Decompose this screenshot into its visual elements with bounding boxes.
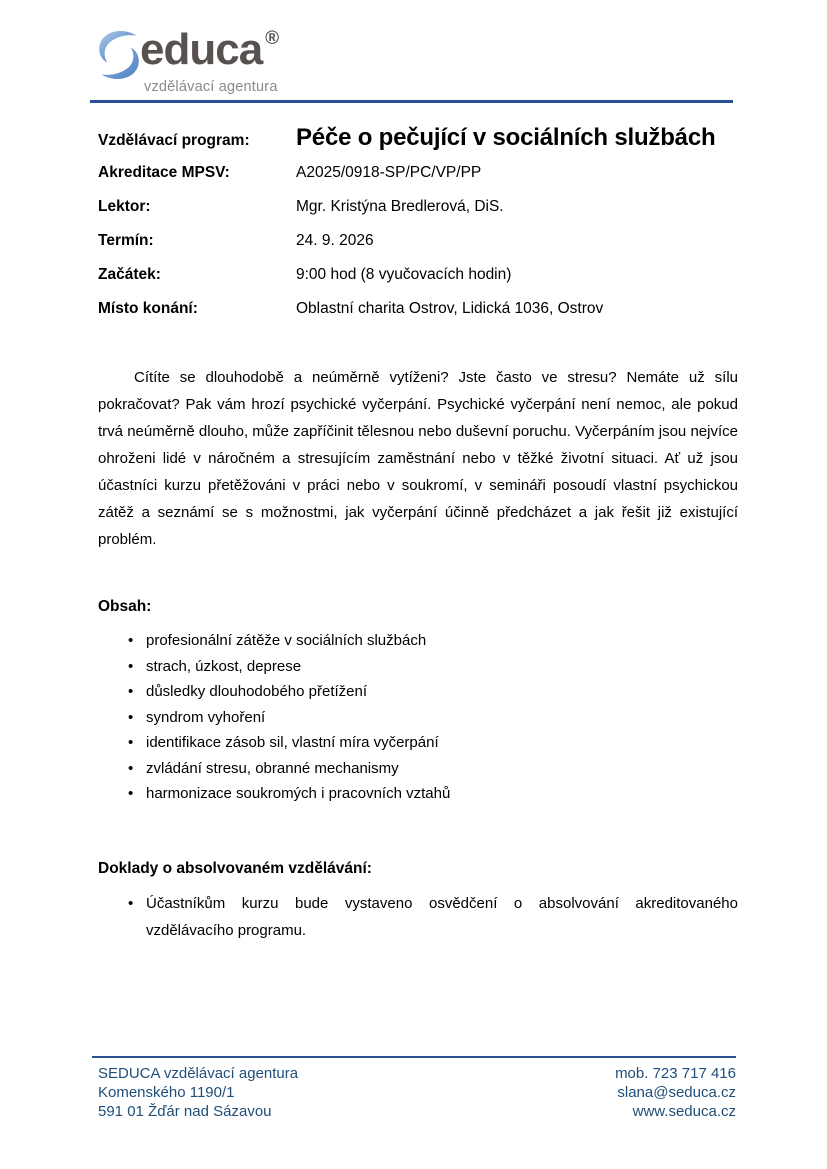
intro-paragraph: Cítíte se dlouhodobě a neúměrně vytíženi? Jste často ve stresu? Nemáte už sílu pokračovat? Pak vám hrozí psychické vyčerpání. Psychické vyčerpání není nemoc, ale pokud trvá neúměrně dlouho, může zapříčinit tělesnou nebo duševní poruchu. Vyčerpáním jsou nejvíce ohroženi lidé v náročném a stresujícím zaměstnání nebo v těžké životní situaci. Ať už jsou účastníci kurzu přetěžováni v práci nebo v soukromí, v semináři posoudí vlastní psychickou zátěž a seznámí se s možnostmi, jak vyčerpání účinně předcházet a jak řešit již existující problém. [98, 369, 738, 548]
page-title: Péče o pečující v sociálních službách [296, 124, 716, 151]
footer-street: Komenského 1190/1 [98, 1084, 235, 1101]
detail-value: 24. 9. 2026 [296, 232, 374, 249]
footer-city: 591 01 Žďár nad Sázavou [98, 1103, 272, 1120]
program-details [98, 123, 738, 318]
detail-value: Oblastní charita Ostrov, Lidická 1036, Ostrov [296, 300, 604, 317]
seduca-logo [98, 25, 738, 95]
footer-phone: mob. 723 717 416 [615, 1065, 736, 1082]
logo-wordmark-text: educa [140, 25, 263, 74]
detail-label: Akreditace MPSV: [98, 164, 230, 181]
footer-address-block [98, 1064, 298, 1121]
registered-trademark-symbol: ® [265, 28, 280, 49]
footer-email: slana@seduca.cz [617, 1084, 736, 1101]
detail-row-start-time [98, 265, 738, 284]
logo-wordmark [140, 26, 279, 83]
logo-subtitle: vzdělávací agentura [144, 79, 278, 95]
list-item: • harmonizace soukromých i pracovních vztahů [98, 781, 738, 807]
detail-value: Mgr. Kristýna Bredlerová, DiS. [296, 198, 504, 215]
content-section-heading: Obsah: [98, 598, 152, 615]
detail-value: 9:00 hod (8 vyučovacích hodin) [296, 266, 512, 283]
footer-company-name: SEDUCA vzdělávací agentura [98, 1065, 299, 1082]
footer-website: www.seduca.cz [632, 1103, 736, 1120]
logo-s-swoosh-icon [98, 29, 140, 81]
detail-value: A2025/0918-SP/PC/VP/PP [296, 164, 482, 181]
detail-label: Lektor: [98, 198, 151, 215]
detail-label: Začátek: [98, 266, 161, 283]
list-item: • identifikace zásob sil, vlastní míra vyčerpání [98, 730, 738, 756]
footer-contact-block [615, 1064, 736, 1121]
detail-row-accreditation [98, 163, 738, 182]
detail-label: Termín: [98, 232, 154, 249]
list-item: • profesionální zátěže v sociálních službách [98, 628, 738, 654]
detail-row-date [98, 231, 738, 250]
detail-label: Vzdělávací program: [98, 132, 250, 149]
certificate-bullet-list [98, 890, 738, 944]
list-item: • zvládání stresu, obranné mechanismy [98, 756, 738, 782]
list-item: • důsledky dlouhodobého přetížení [98, 679, 738, 705]
page-content [98, 25, 738, 944]
list-item: • Účastníkům kurzu bude vystaveno osvědčení o absolvování akreditovaného vzdělávacího programu. [98, 890, 738, 944]
detail-row-program [98, 123, 738, 153]
page-footer [92, 1056, 736, 1121]
detail-row-venue [98, 299, 738, 318]
list-item: • strach, úzkost, deprese [98, 654, 738, 680]
detail-row-lecturer [98, 197, 738, 216]
detail-label: Místo konání: [98, 300, 198, 317]
header-divider [90, 100, 733, 103]
content-bullet-list [98, 628, 738, 807]
certificate-section-heading: Doklady o absolvovaném vzdělávání: [98, 859, 372, 877]
list-item: • syndrom vyhoření [98, 705, 738, 731]
